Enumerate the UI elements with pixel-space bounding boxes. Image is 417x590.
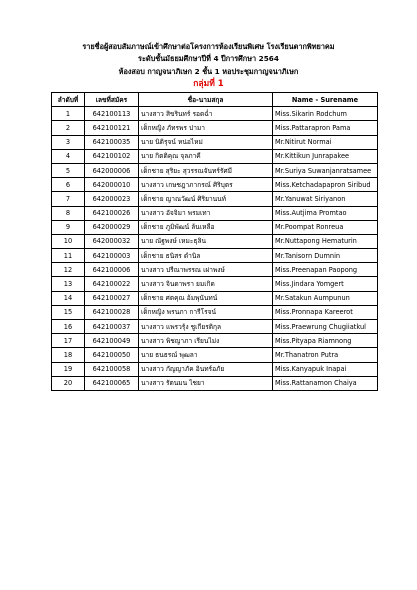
table-row [52,376,378,390]
row-number-cell: 1 [52,107,85,121]
row-number-cell: 9 [52,220,85,234]
table-row [52,192,378,206]
application-number-cell: 642000032 [85,234,139,248]
application-number-cell: 642100006 [85,263,139,277]
table-row [52,291,378,305]
table-row [52,249,378,263]
thai-name-cell: นางสาว แพรวรุ้ง ชูเกียรติกุล [139,320,273,334]
thai-name-cell: นางสาว สิขรินทร์ รอดฉ่ำ [139,107,273,121]
english-name-cell: Mr.Suriya Suwanjanratsamee [273,163,378,177]
table-row [52,149,378,163]
header-exam-room: ห้องสอบ กาญจนาภิเษก 2 ชั้น 1 หอประชุมกาญจนาภิเษก [118,66,299,76]
english-name-cell: Miss.Preenapan Paopong [273,263,378,277]
table-row [52,320,378,334]
row-number-cell: 8 [52,206,85,220]
english-name-cell: Miss.Pronnapa Kareerot [273,305,378,319]
column-header-application-no: เลขที่สมัคร [85,93,139,107]
row-number-cell: 11 [52,249,85,263]
english-name-cell: Miss.Kanyapuk Inapai [273,362,378,376]
application-number-cell: 642100027 [85,291,139,305]
table-row [52,121,378,135]
row-number-cell: 6 [52,178,85,192]
thai-name-cell: เด็กชาย ศตคุณ อ้มพุนันทน์ [139,291,273,305]
row-number-cell: 20 [52,376,85,390]
header-level: ระดับชั้นมัธยมศึกษาปีที่ 4 ปีการศึกษา 2564 [138,54,279,64]
table-header-row [52,93,378,107]
english-name-cell: Miss.Rattanamon Chaiya [273,376,378,390]
english-name-cell: Miss.Praewrung Chugiiatkul [273,320,378,334]
application-number-cell: 642100003 [85,249,139,263]
table-row [52,334,378,348]
row-number-cell: 7 [52,192,85,206]
row-number-cell: 19 [52,362,85,376]
row-number-cell: 10 [52,234,85,248]
row-number-cell: 16 [52,320,85,334]
row-number-cell: 18 [52,348,85,362]
english-name-cell: Mr.Yanuwat Siriyanon [273,192,378,206]
application-number-cell: 642100102 [85,149,139,163]
thai-name-cell: นางสาว อัจจิมา พรมเทา [139,206,273,220]
application-number-cell: 642100113 [85,107,139,121]
row-number-cell: 12 [52,263,85,277]
table-row [52,362,378,376]
thai-name-cell: นางสาว รัตนมน ไชยา [139,376,273,390]
application-number-cell: 642000023 [85,192,139,206]
english-name-cell: Miss.Jindara Yomgert [273,277,378,291]
application-number-cell: 642100058 [85,362,139,376]
table-row [52,206,378,220]
table-row [52,178,378,192]
english-name-cell: Mr.Thanatron Putra [273,348,378,362]
table-row [52,277,378,291]
table-row [52,348,378,362]
row-number-cell: 4 [52,149,85,163]
application-number-cell: 642100050 [85,348,139,362]
row-number-cell: 14 [52,291,85,305]
table-row [52,107,378,121]
thai-name-cell: เด็กหญิง พรนภา การีโรจน์ [139,305,273,319]
application-number-cell: 642100037 [85,320,139,334]
table-row [52,220,378,234]
english-name-cell: Mr.Tanisorn Dumnin [273,249,378,263]
column-header-english-name: Name - Surename [273,93,378,107]
column-header-no: ลำดับที่ [52,93,85,107]
thai-name-cell: นางสาว เกษชฎาภากรณ์ ศิริบุตร [139,178,273,192]
english-name-cell: Miss.Pityapa Riamnong [273,334,378,348]
application-number-cell: 642100035 [85,135,139,149]
table-row [52,305,378,319]
application-number-cell: 642100022 [85,277,139,291]
thai-name-cell: นาย ธนธรณ์ พุฒลา [139,348,273,362]
application-number-cell: 642100121 [85,121,139,135]
row-number-cell: 2 [52,121,85,135]
table-row [52,234,378,248]
thai-name-cell: นาย กิตติคุณ จุลภาคี [139,149,273,163]
application-number-cell: 642100065 [85,376,139,390]
application-number-cell: 642100028 [85,305,139,319]
group-label: กลุ่มที่ 1 [193,78,224,89]
application-number-cell: 642000006 [85,163,139,177]
column-header-thai-name: ชื่อ-นามสกุล [139,93,273,107]
english-name-cell: Miss.Sikarin Rodchum [273,107,378,121]
row-number-cell: 5 [52,163,85,177]
candidate-table [51,92,378,391]
thai-name-cell: นางสาว จินดาพรา ยมเกิด [139,277,273,291]
row-number-cell: 15 [52,305,85,319]
thai-name-cell: นางสาว พิชญาภา เรียนไม่ง [139,334,273,348]
english-name-cell: Mr.Satakun Aumpunun [273,291,378,305]
application-number-cell: 642100049 [85,334,139,348]
row-number-cell: 3 [52,135,85,149]
thai-name-cell: เด็กชาย สุริยะ สุวรรณจันทร์รัศมี [139,163,273,177]
table-row [52,135,378,149]
thai-name-cell: นาย ณัฐพงษ์ เหมะธุลิน [139,234,273,248]
english-name-cell: Mr.Poompat Ronreua [273,220,378,234]
application-number-cell: 642000029 [85,220,139,234]
document-header [0,41,417,90]
table-row [52,163,378,177]
english-name-cell: Miss.Autjima Promtao [273,206,378,220]
thai-name-cell: เด็กชาย ภูมิพัฒน์ ล้นเหลือ [139,220,273,234]
row-number-cell: 17 [52,334,85,348]
english-name-cell: Miss.Ketchadapapron Siribud [273,178,378,192]
english-name-cell: Mr.Kittikun Junrapakee [273,149,378,163]
english-name-cell: Mr.Nitirut Normai [273,135,378,149]
thai-name-cell: เด็กชาย ธนิสร ดำนิล [139,249,273,263]
row-number-cell: 13 [52,277,85,291]
application-number-cell: 642100026 [85,206,139,220]
english-name-cell: Mr.Nuttapong Hematurin [273,234,378,248]
header-title: รายชื่อผู้สอบสัมภาษณ์เข้าศึกษาต่อโครงการห้องเรียนพิเศษ โรงเรียนตากพิทยาคม [82,42,335,51]
english-name-cell: Miss.Pattarapron Pama [273,121,378,135]
table-body [52,107,378,391]
thai-name-cell: เด็กชาย ญาณวัฒน์ ศิริยานนท์ [139,192,273,206]
thai-name-cell: นาย นิติรุจน์ หน่อไหม่ [139,135,273,149]
thai-name-cell: นางสาว ปรีณาพรรณ เผ่าพงษ์ [139,263,273,277]
thai-name-cell: เด็กหญิง ภัทรพร ปามา [139,121,273,135]
application-number-cell: 642000010 [85,178,139,192]
thai-name-cell: นางสาว กัญญาภัค อินทร์อภัย [139,362,273,376]
table-row [52,263,378,277]
